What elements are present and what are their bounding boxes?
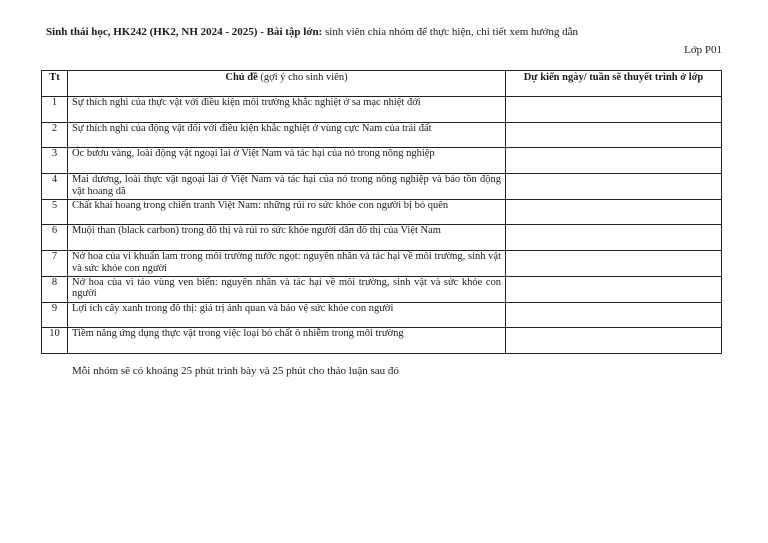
row-topic: Chất khai hoang trong chiến tranh Việt Nam: những rủi ro sức khỏe con người bị bỏ quên — [68, 199, 506, 225]
row-presentation-date-cell[interactable] — [506, 199, 722, 225]
row-topic: Mai dương, loài thực vật ngoại lai ở Việt Nam và tác hại của nó trong nông nghiệp và bảo tồn động vật hoang dã — [68, 174, 506, 200]
row-presentation-date-cell[interactable] — [506, 148, 722, 174]
row-number: 1 — [42, 97, 68, 123]
table-row — [42, 97, 722, 123]
row-number: 2 — [42, 122, 68, 148]
row-topic: Lợi ích cây xanh trong đô thị: giá trị ảnh quan và bảo vệ sức khỏe con người — [68, 302, 506, 328]
table-row — [42, 174, 722, 200]
row-presentation-date-cell[interactable] — [506, 302, 722, 328]
row-number: 5 — [42, 199, 68, 225]
row-topic: Nở hoa của vi khuẩn lam trong môi trường nước ngọt: nguyên nhân và tác hại về môi trường, sinh vật và sức khỏe con người — [68, 251, 506, 277]
header-presentation-date: Dự kiến ngày/ tuần sẽ thuyết trình ở lớp — [506, 71, 722, 97]
row-topic: Tiềm năng ứng dụng thực vật trong việc loại bỏ chất ô nhiễm trong môi trường — [68, 328, 506, 354]
row-number: 8 — [42, 276, 68, 302]
row-topic: Nở hoa của vi tảo vùng ven biển: nguyên nhân và tác hại về môi trường, sinh vật và sức khỏe con người — [68, 276, 506, 302]
row-presentation-date-cell[interactable] — [506, 122, 722, 148]
row-number: 10 — [42, 328, 68, 354]
row-presentation-date-cell[interactable] — [506, 276, 722, 302]
table-row — [42, 302, 722, 328]
document-title-bold: Sinh thái học, HK242 (HK2, NH 2024 - 2025) - Bài tập lớn: — [46, 26, 323, 38]
table-row — [42, 225, 722, 251]
document-title — [46, 26, 578, 38]
header-topic: Chủ đề (gợi ý cho sinh viên) — [68, 71, 506, 97]
table-row — [42, 122, 722, 148]
document-title-rest: sinh viên chia nhóm để thực hiện, chi tiết xem hướng dẫn — [322, 26, 578, 38]
table-row — [42, 328, 722, 354]
topics-table — [41, 70, 722, 354]
row-number: 3 — [42, 148, 68, 174]
row-topic: Sự thích nghi của động vật đối với điều kiện khắc nghiệt ở vùng cực Nam của trái đất — [68, 122, 506, 148]
footnote: Mỗi nhóm sẽ có khoảng 25 phút trình bày và 25 phút cho thảo luận sau đó — [72, 365, 399, 377]
row-topic: Muội than (black carbon) trong đô thị và rủi ro sức khỏe người dân đô thị của Việt Nam — [68, 225, 506, 251]
table-row — [42, 199, 722, 225]
row-number: 9 — [42, 302, 68, 328]
row-presentation-date-cell[interactable] — [506, 174, 722, 200]
row-number: 7 — [42, 251, 68, 277]
header-tt: Tt — [42, 71, 68, 97]
row-presentation-date-cell[interactable] — [506, 251, 722, 277]
table-header-row — [42, 71, 722, 97]
row-number: 6 — [42, 225, 68, 251]
row-topic: Sự thích nghi của thực vật với điều kiện môi trường khắc nghiệt ở sa mạc nhiệt đới — [68, 97, 506, 123]
row-presentation-date-cell[interactable] — [506, 97, 722, 123]
row-presentation-date-cell[interactable] — [506, 225, 722, 251]
table-row — [42, 148, 722, 174]
row-topic: Ốc bươu vàng, loài động vật ngoại lai ở Việt Nam và tác hại của nó trong nông nghiệp — [68, 148, 506, 174]
table-row — [42, 251, 722, 277]
class-label: Lớp P01 — [684, 44, 722, 56]
row-presentation-date-cell[interactable] — [506, 328, 722, 354]
table-row — [42, 276, 722, 302]
row-number: 4 — [42, 174, 68, 200]
